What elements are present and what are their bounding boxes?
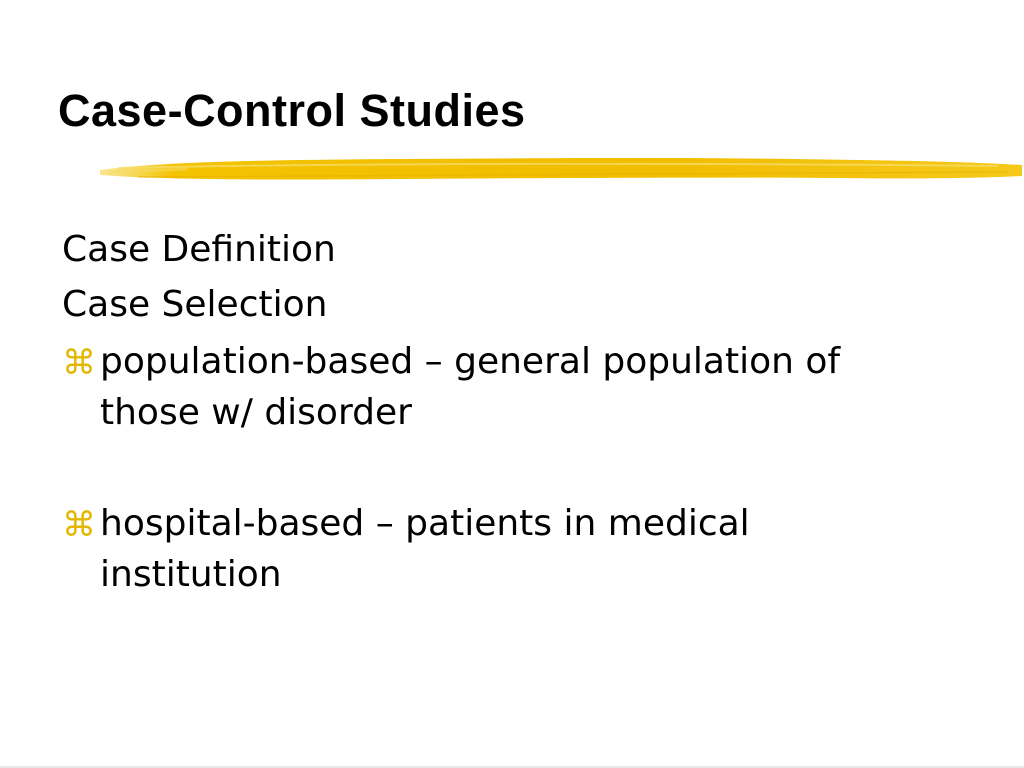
bullet-population-based [62,336,982,438]
title-underline-brushstroke [98,150,1024,190]
line-case-selection: Case Selection [62,284,328,325]
bullet-text-line: institution [100,554,282,595]
line-case-definition: Case Definition [62,229,336,270]
bullet-text-line: population-based – general population of [100,341,841,382]
command-icon: ⌘ [62,343,96,383]
bullet-text-line: hospital-based – patients in medical [100,503,750,544]
bullet-hospital-based [62,498,982,600]
slide-title: Case-Control Studies [58,85,526,136]
slide-body [62,222,982,600]
bullet-text-line: those w/ disorder [100,392,412,433]
command-icon: ⌘ [62,505,96,545]
